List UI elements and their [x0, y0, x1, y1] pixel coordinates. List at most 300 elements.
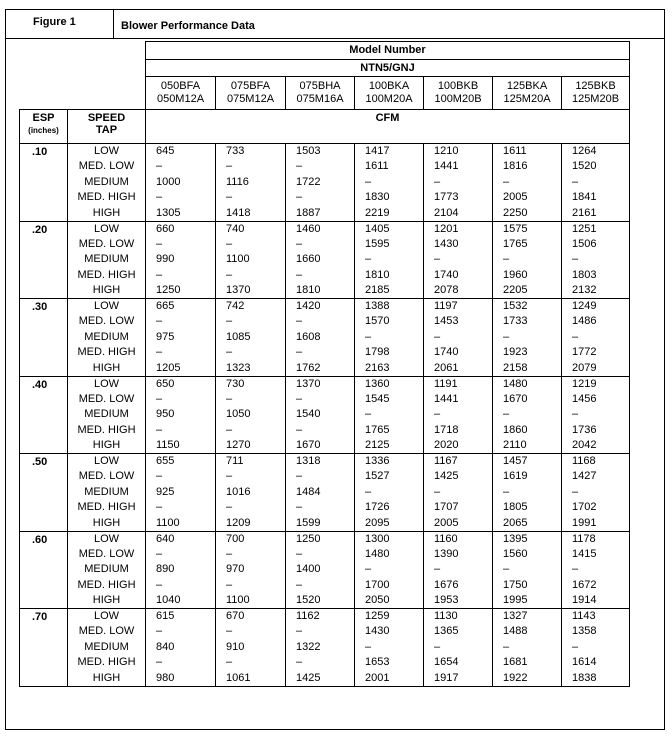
table-row: [20, 159, 630, 175]
model-code-line1: 075BFA: [230, 80, 271, 92]
cfm-value-cell: 1219: [562, 376, 630, 392]
cfm-value-cell: –: [355, 175, 424, 191]
speed-tap-label: MEDIUM: [68, 485, 146, 501]
figure-header: [5, 9, 665, 39]
cfm-value-cell: 1527: [355, 469, 424, 485]
cfm-value-cell: 1358: [562, 624, 630, 640]
esp-value: .50: [20, 454, 68, 532]
table-row: [20, 268, 630, 284]
cfm-value-cell: 1264: [562, 144, 630, 160]
cfm-value-cell: 1209: [216, 516, 286, 532]
speed-tap-label: MEDIUM: [68, 330, 146, 346]
cfm-value-cell: 2161: [562, 206, 630, 222]
cfm-value-cell: 1085: [216, 330, 286, 346]
cfm-value-cell: 1400: [286, 562, 355, 578]
model-code-line2: 125M20B: [571, 93, 620, 105]
speed-tap-label: MED. HIGH: [68, 655, 146, 671]
cfm-value-cell: 2219: [355, 206, 424, 222]
cfm-value-cell: –: [355, 252, 424, 268]
table-row: [20, 671, 630, 687]
cfm-value-cell: 1506: [562, 237, 630, 253]
cfm-value-cell: 1718: [424, 423, 493, 439]
cfm-value-cell: 1050: [216, 407, 286, 423]
cfm-value-cell: 840: [146, 640, 216, 656]
cfm-value-cell: 925: [146, 485, 216, 501]
cfm-value-cell: 1503: [286, 144, 355, 160]
esp-value: .60: [20, 531, 68, 609]
cfm-value-cell: 1953: [424, 593, 493, 609]
cfm-value-cell: 1611: [355, 159, 424, 175]
cfm-value-cell: 1420: [286, 299, 355, 315]
speed-tap-label: MEDIUM: [68, 640, 146, 656]
cfm-value-cell: 742: [216, 299, 286, 315]
cfm-value-cell: 1360: [355, 376, 424, 392]
cfm-value-cell: 740: [216, 221, 286, 237]
cfm-value-cell: –: [424, 562, 493, 578]
cfm-value-cell: –: [286, 547, 355, 563]
table-row: [20, 438, 630, 454]
speed-tap-label: MED. HIGH: [68, 268, 146, 284]
cfm-value-cell: 1395: [493, 531, 562, 547]
cfm-value-cell: –: [286, 345, 355, 361]
speed-tap-label: MEDIUM: [68, 407, 146, 423]
model-code-line1: 125BKA: [506, 80, 548, 92]
cfm-value-cell: –: [286, 578, 355, 594]
cfm-value-cell: 2132: [562, 283, 630, 299]
table-row: [20, 361, 630, 377]
cfm-value-cell: –: [424, 330, 493, 346]
cfm-value-cell: 1560: [493, 547, 562, 563]
cfm-value-cell: –: [146, 314, 216, 330]
cfm-value-cell: 1453: [424, 314, 493, 330]
model-number-header: Model Number: [146, 42, 630, 60]
cfm-value-cell: –: [216, 655, 286, 671]
cfm-value-cell: –: [493, 485, 562, 501]
cfm-value-cell: 970: [216, 562, 286, 578]
cfm-value-cell: –: [493, 175, 562, 191]
esp-value: .40: [20, 376, 68, 454]
cfm-value-cell: 1100: [216, 252, 286, 268]
cfm-value-cell: –: [355, 330, 424, 346]
cfm-value-cell: 1599: [286, 516, 355, 532]
cfm-value-cell: 990: [146, 252, 216, 268]
cfm-value-cell: 2095: [355, 516, 424, 532]
speed-tap-label: LOW: [68, 299, 146, 315]
table-row: [20, 500, 630, 516]
table-row: [20, 516, 630, 532]
cfm-value-cell: 1722: [286, 175, 355, 191]
cfm-value-cell: 1370: [286, 376, 355, 392]
figure-label: Figure 1: [33, 16, 76, 28]
cfm-value-cell: 1425: [424, 469, 493, 485]
cfm-value-cell: 1773: [424, 190, 493, 206]
cfm-value-cell: 1660: [286, 252, 355, 268]
cfm-value-cell: 1762: [286, 361, 355, 377]
cfm-value-cell: 1061: [216, 671, 286, 687]
model-column-header: [355, 77, 424, 110]
cfm-value-cell: 1178: [562, 531, 630, 547]
cfm-value-cell: –: [493, 252, 562, 268]
speed-tap-label: MEDIUM: [68, 562, 146, 578]
cfm-value-cell: 1040: [146, 593, 216, 609]
table-row: [20, 655, 630, 671]
cfm-value-cell: –: [216, 469, 286, 485]
cfm-value-cell: 1887: [286, 206, 355, 222]
cfm-value-cell: 1249: [562, 299, 630, 315]
table-row: [20, 407, 630, 423]
cfm-value-cell: 1991: [562, 516, 630, 532]
cfm-value-cell: –: [146, 159, 216, 175]
cfm-value-cell: 1676: [424, 578, 493, 594]
cfm-value-cell: –: [562, 485, 630, 501]
cfm-value-cell: 1305: [146, 206, 216, 222]
speed-tap-label: MED. LOW: [68, 469, 146, 485]
cfm-value-cell: –: [355, 407, 424, 423]
cfm-value-cell: –: [216, 547, 286, 563]
cfm-value-cell: 2050: [355, 593, 424, 609]
cfm-value-cell: 1733: [493, 314, 562, 330]
cfm-value-cell: 670: [216, 609, 286, 625]
cfm-value-cell: 2163: [355, 361, 424, 377]
cfm-value-cell: 1441: [424, 392, 493, 408]
cfm-value-cell: 1740: [424, 345, 493, 361]
cfm-value-cell: 1167: [424, 454, 493, 470]
cfm-value-cell: 2125: [355, 438, 424, 454]
cfm-value-cell: –: [286, 159, 355, 175]
esp-value: .10: [20, 144, 68, 222]
speed-tap-label: MED. HIGH: [68, 190, 146, 206]
cfm-value-cell: –: [286, 469, 355, 485]
speed-tap-label: LOW: [68, 144, 146, 160]
speed-tap-label: LOW: [68, 376, 146, 392]
speed-tap-label: MED. LOW: [68, 314, 146, 330]
cfm-value-cell: 975: [146, 330, 216, 346]
cfm-value-cell: 1427: [562, 469, 630, 485]
cfm-value-cell: 1327: [493, 609, 562, 625]
cfm-value-cell: 1390: [424, 547, 493, 563]
cfm-value-cell: 1740: [424, 268, 493, 284]
cfm-value-cell: –: [146, 500, 216, 516]
cfm-value-cell: 660: [146, 221, 216, 237]
cfm-value-cell: 2079: [562, 361, 630, 377]
cfm-value-cell: –: [146, 624, 216, 640]
cfm-value-cell: 1545: [355, 392, 424, 408]
cfm-value-cell: –: [562, 252, 630, 268]
cfm-value-cell: 1488: [493, 624, 562, 640]
cfm-value-cell: –: [424, 175, 493, 191]
cfm-value-cell: –: [286, 655, 355, 671]
cfm-value-cell: 711: [216, 454, 286, 470]
table-row: [20, 609, 630, 625]
cfm-value-cell: –: [146, 345, 216, 361]
cfm-value-cell: 910: [216, 640, 286, 656]
model-code-line1: 075BHA: [299, 80, 341, 92]
speed-tap-label: MED. HIGH: [68, 423, 146, 439]
cfm-value-cell: 2042: [562, 438, 630, 454]
cfm-value-cell: –: [562, 562, 630, 578]
cfm-value-cell: 733: [216, 144, 286, 160]
cfm-value-cell: –: [286, 268, 355, 284]
table-row: [20, 206, 630, 222]
cfm-value-cell: 1702: [562, 500, 630, 516]
cfm-value-cell: –: [146, 190, 216, 206]
cfm-value-cell: 1608: [286, 330, 355, 346]
cfm-value-cell: –: [216, 159, 286, 175]
cfm-value-cell: 1653: [355, 655, 424, 671]
cfm-value-cell: 2020: [424, 438, 493, 454]
cfm-value-cell: 1016: [216, 485, 286, 501]
model-column-header: [562, 77, 630, 110]
cfm-value-cell: 1654: [424, 655, 493, 671]
cfm-value-cell: 1480: [493, 376, 562, 392]
table-row: [20, 454, 630, 470]
cfm-value-cell: 1830: [355, 190, 424, 206]
cfm-value-cell: 1197: [424, 299, 493, 315]
table-row: [20, 252, 630, 268]
cfm-value-cell: 890: [146, 562, 216, 578]
cfm-value-cell: 1532: [493, 299, 562, 315]
cfm-value-cell: 2005: [424, 516, 493, 532]
cfm-value-cell: 1681: [493, 655, 562, 671]
model-code-line2: 100M20B: [434, 93, 482, 105]
cfm-value-cell: 1803: [562, 268, 630, 284]
model-column-header: [493, 77, 562, 110]
cfm-value-cell: 1191: [424, 376, 493, 392]
cfm-value-cell: 1922: [493, 671, 562, 687]
table-row: [20, 330, 630, 346]
cfm-value-cell: 1672: [562, 578, 630, 594]
cfm-value-cell: 2205: [493, 283, 562, 299]
cfm-value-cell: 1116: [216, 175, 286, 191]
model-code-line1: 100BKA: [368, 80, 410, 92]
cfm-value-cell: 1160: [424, 531, 493, 547]
cfm-value-cell: 1619: [493, 469, 562, 485]
cfm-value-cell: 1805: [493, 500, 562, 516]
cfm-value-cell: 1250: [286, 531, 355, 547]
cfm-value-cell: 1670: [493, 392, 562, 408]
speed-tap-label: MED. LOW: [68, 392, 146, 408]
cfm-value-cell: –: [286, 624, 355, 640]
cfm-value-cell: 1575: [493, 221, 562, 237]
cfm-value-cell: –: [493, 330, 562, 346]
cfm-value-cell: 980: [146, 671, 216, 687]
cfm-value-cell: 1210: [424, 144, 493, 160]
cfm-value-cell: –: [216, 500, 286, 516]
cfm-value-cell: 1520: [286, 593, 355, 609]
esp-value: .30: [20, 299, 68, 377]
cfm-value-cell: –: [355, 640, 424, 656]
esp-value: .70: [20, 609, 68, 687]
cfm-value-cell: 1251: [562, 221, 630, 237]
cfm-value-cell: 1480: [355, 547, 424, 563]
model-column-header: [216, 77, 286, 110]
cfm-value-cell: 1370: [216, 283, 286, 299]
cfm-value-cell: –: [562, 330, 630, 346]
cfm-value-cell: 1700: [355, 578, 424, 594]
cfm-value-cell: 1614: [562, 655, 630, 671]
cfm-value-cell: 2250: [493, 206, 562, 222]
table-row: [20, 531, 630, 547]
cfm-value-cell: 1816: [493, 159, 562, 175]
cfm-value-cell: 1100: [146, 516, 216, 532]
cfm-value-cell: 1570: [355, 314, 424, 330]
cfm-value-cell: –: [216, 190, 286, 206]
cfm-value-cell: 1726: [355, 500, 424, 516]
table-row: [20, 485, 630, 501]
speed-tap-label: HIGH: [68, 361, 146, 377]
table-row: [20, 283, 630, 299]
cfm-value-cell: –: [286, 190, 355, 206]
cfm-value-cell: 1772: [562, 345, 630, 361]
cfm-value-cell: 1540: [286, 407, 355, 423]
table-row: [20, 640, 630, 656]
speed-tap-label: MED. LOW: [68, 237, 146, 253]
speed-tap-label: HIGH: [68, 283, 146, 299]
cfm-value-cell: 1838: [562, 671, 630, 687]
esp-column-header: [20, 110, 68, 144]
cfm-value-cell: 1441: [424, 159, 493, 175]
table-row: [20, 469, 630, 485]
cfm-value-cell: 1457: [493, 454, 562, 470]
model-code-line1: 050BFA: [160, 80, 201, 92]
cfm-value-cell: 1323: [216, 361, 286, 377]
speed-tap-label: MED. HIGH: [68, 500, 146, 516]
model-code-line2: 100M20A: [365, 93, 413, 105]
cfm-value-cell: –: [216, 268, 286, 284]
cfm-value-cell: –: [562, 407, 630, 423]
cfm-value-cell: –: [146, 578, 216, 594]
cfm-value-cell: 2065: [493, 516, 562, 532]
cfm-value-cell: –: [216, 578, 286, 594]
speed-tap-label: HIGH: [68, 671, 146, 687]
cfm-value-cell: 1000: [146, 175, 216, 191]
cfm-value-cell: 1960: [493, 268, 562, 284]
speed-tap-label: LOW: [68, 454, 146, 470]
table-row: [20, 624, 630, 640]
speed-tap-label: HIGH: [68, 516, 146, 532]
cfm-value-cell: –: [216, 624, 286, 640]
cfm-value-cell: 1201: [424, 221, 493, 237]
cfm-value-cell: 1205: [146, 361, 216, 377]
table-row: [20, 237, 630, 253]
speed-tap-label: LOW: [68, 531, 146, 547]
cfm-value-cell: 1810: [286, 283, 355, 299]
cfm-value-cell: 700: [216, 531, 286, 547]
cfm-value-cell: –: [355, 562, 424, 578]
cfm-value-cell: –: [216, 423, 286, 439]
table-row: [20, 578, 630, 594]
cfm-value-cell: 1318: [286, 454, 355, 470]
speed-tap-label: MED. HIGH: [68, 345, 146, 361]
model-code-line2: 050M12A: [156, 93, 205, 105]
cfm-value-cell: –: [286, 237, 355, 253]
cfm-value-cell: 1860: [493, 423, 562, 439]
esp-header-label: ESP: [32, 112, 55, 124]
speed-tap-label: MED. LOW: [68, 159, 146, 175]
model-column-header: [286, 77, 355, 110]
cfm-value-cell: 2005: [493, 190, 562, 206]
cfm-value-cell: 1259: [355, 609, 424, 625]
cfm-value-cell: 665: [146, 299, 216, 315]
cfm-value-cell: 1460: [286, 221, 355, 237]
speed-tap-column-header: [68, 110, 146, 144]
cfm-value-cell: 1418: [216, 206, 286, 222]
cfm-value-cell: 1456: [562, 392, 630, 408]
table-row: [20, 221, 630, 237]
speed-tap-label: LOW: [68, 221, 146, 237]
speed-header-line1: SPEED: [87, 112, 126, 124]
cfm-value-cell: 1425: [286, 671, 355, 687]
cfm-value-cell: 1750: [493, 578, 562, 594]
table-row: [20, 345, 630, 361]
cfm-value-cell: 1405: [355, 221, 424, 237]
cfm-value-cell: 1765: [493, 237, 562, 253]
series-header: NTN5/GNJ: [146, 60, 630, 77]
cfm-value-cell: 1417: [355, 144, 424, 160]
cfm-value-cell: 1707: [424, 500, 493, 516]
cfm-value-cell: 1150: [146, 438, 216, 454]
speed-tap-label: HIGH: [68, 206, 146, 222]
cfm-value-cell: –: [424, 640, 493, 656]
cfm-value-cell: 1143: [562, 609, 630, 625]
speed-tap-label: MED. HIGH: [68, 578, 146, 594]
cfm-value-cell: 1415: [562, 547, 630, 563]
cfm-value-cell: –: [493, 407, 562, 423]
table-row: [20, 547, 630, 563]
cfm-value-cell: –: [562, 640, 630, 656]
cfm-value-cell: 1484: [286, 485, 355, 501]
cfm-value-cell: –: [146, 547, 216, 563]
cfm-value-cell: 1388: [355, 299, 424, 315]
cfm-value-cell: –: [286, 500, 355, 516]
cfm-value-cell: 615: [146, 609, 216, 625]
cfm-value-cell: 1917: [424, 671, 493, 687]
cfm-value-cell: 655: [146, 454, 216, 470]
cfm-value-cell: 1841: [562, 190, 630, 206]
cfm-value-cell: 1486: [562, 314, 630, 330]
cfm-value-cell: 1611: [493, 144, 562, 160]
cfm-header: CFM: [146, 110, 630, 144]
cfm-value-cell: –: [146, 469, 216, 485]
speed-tap-label: MED. LOW: [68, 624, 146, 640]
cfm-value-cell: –: [493, 562, 562, 578]
cfm-value-cell: –: [286, 392, 355, 408]
cfm-value-cell: 2104: [424, 206, 493, 222]
cfm-value-cell: 1100: [216, 593, 286, 609]
cfm-value-cell: 1995: [493, 593, 562, 609]
cfm-value-cell: –: [424, 252, 493, 268]
cfm-value-cell: 1300: [355, 531, 424, 547]
cfm-value-cell: 950: [146, 407, 216, 423]
table-row: [20, 175, 630, 191]
cfm-value-cell: –: [216, 237, 286, 253]
model-column-header: [424, 77, 493, 110]
table-row: [20, 144, 630, 160]
speed-header-line2: TAP: [95, 124, 118, 136]
cfm-value-cell: –: [562, 175, 630, 191]
table-row: [20, 392, 630, 408]
cfm-value-cell: 1765: [355, 423, 424, 439]
cfm-value-cell: 1736: [562, 423, 630, 439]
figure-title: Blower Performance Data: [121, 20, 255, 32]
speed-tap-label: HIGH: [68, 438, 146, 454]
model-code-line2: 075M12A: [226, 93, 275, 105]
header-divider: [113, 9, 114, 39]
cfm-value-cell: 1923: [493, 345, 562, 361]
cfm-value-cell: –: [286, 423, 355, 439]
model-code-line1: 100BKB: [437, 80, 479, 92]
cfm-value-cell: 1365: [424, 624, 493, 640]
